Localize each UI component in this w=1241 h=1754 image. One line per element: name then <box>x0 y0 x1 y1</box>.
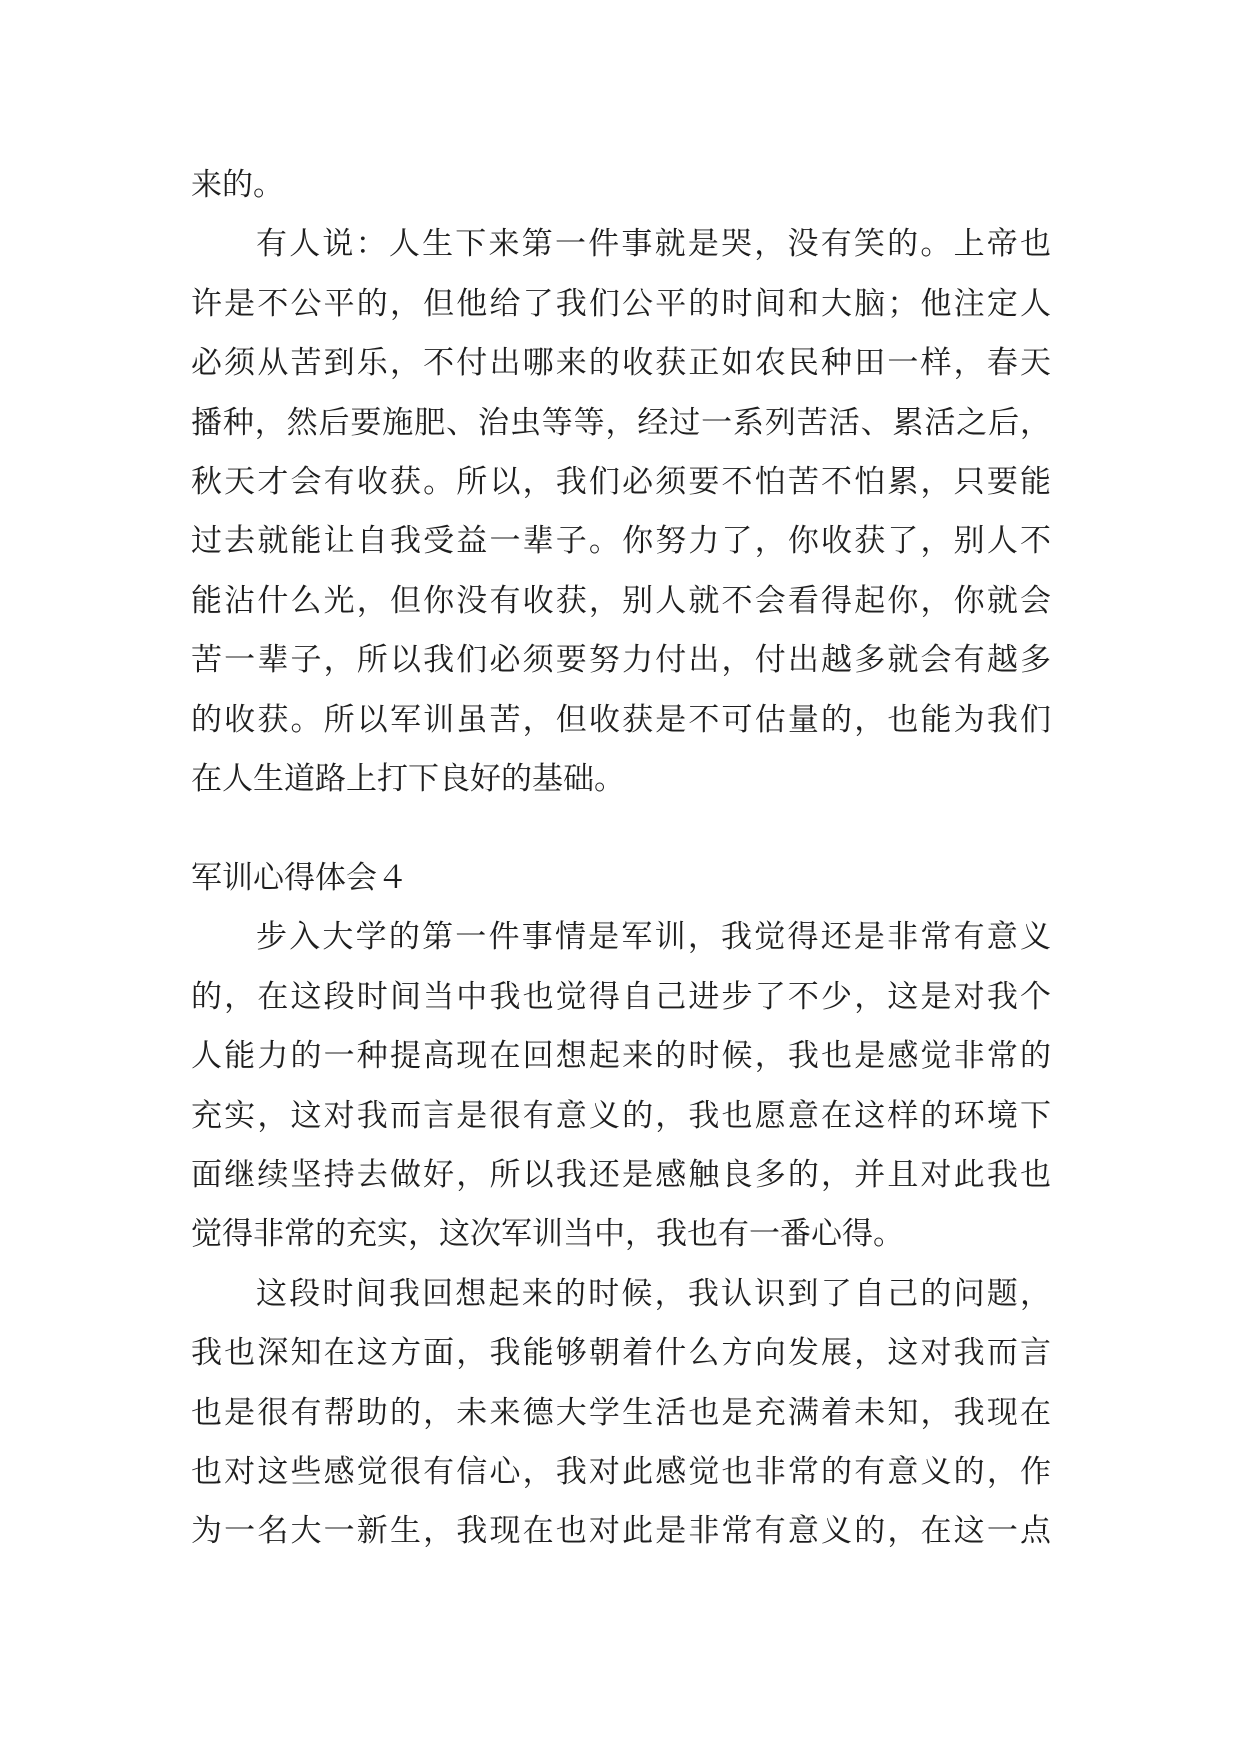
text-line: 也对这些感觉很有信心，我对此感觉也非常的有意义的，作 <box>191 1453 1051 1490</box>
text-line: 必须从苦到乐，不付出哪来的收获正如农民种田一样，春天 <box>191 345 1051 382</box>
section-heading <box>191 849 1051 908</box>
text-line: 许是不公平的，但他给了我们公平的时间和大脑；他注定人 <box>191 285 1051 322</box>
text-line: 苦一辈子，所以我们必须要努力付出，付出越多就会有越多 <box>191 642 1051 679</box>
paragraph-3 <box>191 1265 1051 1562</box>
text-line: 面继续坚持去做好，所以我还是感触良多的，并且对此我也 <box>191 1156 1051 1193</box>
paragraph-2 <box>191 908 1051 1264</box>
text-line: 的收获。所以军训虽苦，但收获是不可估量的，也能为我们 <box>191 701 1051 738</box>
text-line: 步入大学的第一件事情是军训，我觉得还是非常有意义 <box>256 919 1051 956</box>
opening-fragment <box>191 156 1051 215</box>
text-line: 在人生道路上打下良好的基础。 <box>191 760 625 797</box>
text-line: 能沾什么光，但你没有收获，别人就不会看得起你，你就会 <box>191 582 1051 619</box>
text-line: 播种，然后要施肥、治虫等等，经过一系列苦活、累活之后， <box>191 404 1051 441</box>
text-line: 过去就能让自我受益一辈子。你努力了，你收获了，别人不 <box>191 523 1051 560</box>
text-line: 为一名大一新生，我现在也对此是非常有意义的，在这一点 <box>191 1513 1051 1550</box>
text-line: 我也深知在这方面，我能够朝着什么方向发展，这对我而言 <box>191 1335 1051 1372</box>
text-line: 觉得非常的充实，这次军训当中，我也有一番心得。 <box>191 1216 904 1253</box>
section-title: 军训心得体会４ <box>191 860 408 896</box>
text-line: 充实，这对我而言是很有意义的，我也愿意在这样的环境下 <box>191 1097 1051 1134</box>
paragraph-1 <box>191 215 1051 809</box>
text-line: 秋天才会有收获。所以，我们必须要不怕苦不怕累，只要能 <box>191 463 1051 500</box>
text-line: 来的。 <box>191 167 284 203</box>
text-line: 也是很有帮助的，未来德大学生活也是充满着未知，我现在 <box>191 1394 1051 1431</box>
text-line: 有人说：人生下来第一件事就是哭，没有笑的。上帝也 <box>256 226 1051 263</box>
text-line: 这段时间我回想起来的时候，我认识到了自己的问题， <box>256 1275 1051 1312</box>
text-line: 的，在这段时间当中我也觉得自己进步了不少，这是对我个 <box>191 978 1051 1015</box>
text-line: 人能力的一种提高现在回想起来的时候，我也是感觉非常的 <box>191 1038 1051 1075</box>
